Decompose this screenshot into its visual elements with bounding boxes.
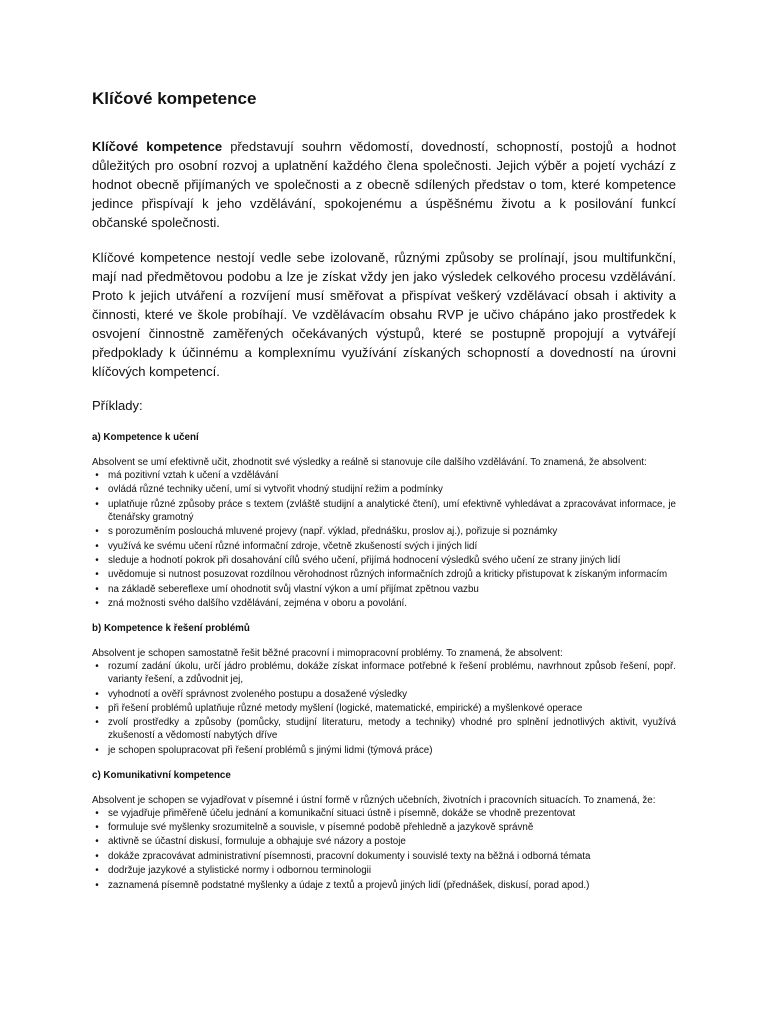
bullet-icon: •	[95, 470, 99, 481]
bullet-icon: •	[95, 526, 99, 538]
section-intro: Absolvent je schopen se vyjadřovat v písemné i ústní formě v různých učebních, životních i pracovních situacích. To znamená, že:	[92, 794, 656, 806]
list-item-text: dokáže zpracovávat administrativní písemnosti, pracovní dokumenty i souvislé texty na běžná i odborná témata	[108, 850, 591, 862]
list-item-text: uplatňuje různé způsoby práce s textem (zvláště studijní a analytické čtení), umí efektivně vyhledávat a zpracovávat informace, je čtenářsky gramotný	[108, 498, 676, 523]
list-item	[92, 483, 676, 496]
list-item	[92, 540, 676, 553]
list-item	[92, 744, 676, 757]
intro-term: Klíčové kompetence	[92, 139, 223, 154]
list-item-text: sleduje a hodnotí pokrok při dosahování cílů svého učení, přijímá hodnocení výsledků svého učení ze strany jiných lidí	[108, 554, 621, 566]
list-item-text: zaznamená písemně podstatné myšlenky a údaje z textů a projevů jiných lidí (přednášek, diskusí, porad apod.)	[108, 879, 590, 891]
list-item-text: je schopen spolupracovat při řešení problémů s jinými lidmi (týmová práce)	[108, 744, 433, 756]
list-item-text: rozumí zadání úkolu, určí jádro problému, dokáže získat informace potřebné k řešení problému, navrhnout způsob řešení, popř. varianty řešení, a zdůvodnit jej,	[108, 661, 676, 686]
list-item-text: na základě sebereflexe umí ohodnotit svůj vlastní výkon a umí přijímat zpětnou vazbu	[108, 583, 479, 595]
list-item-text: vyhodnotí a ověří správnost zvoleného postupu a dosažené výsledky	[108, 688, 407, 700]
list-item	[92, 850, 676, 863]
bullet-icon: •	[95, 822, 99, 834]
section-title: b) Kompetence k řešení problémů	[92, 623, 250, 635]
list-item	[92, 807, 676, 820]
intro-paragraph-1	[92, 137, 676, 232]
bullet-icon: •	[95, 807, 99, 819]
bullet-icon: •	[95, 569, 99, 581]
list-item	[92, 525, 676, 538]
bullet-icon: •	[95, 661, 99, 673]
list-item	[92, 554, 676, 567]
bullet-icon: •	[95, 484, 99, 496]
competence-section	[92, 769, 676, 892]
list-item	[92, 498, 676, 524]
bullet-icon: •	[95, 717, 99, 729]
bullet-icon: •	[95, 744, 99, 756]
bullet-icon: •	[95, 865, 99, 877]
bullet-icon: •	[95, 879, 99, 891]
bullet-icon: •	[95, 688, 99, 700]
bullet-icon: •	[95, 554, 99, 566]
list-item	[92, 716, 676, 742]
bullet-icon: •	[95, 836, 99, 848]
list-item-text: se vyjadřuje přiměřeně účelu jednání a komunikační situaci ústně i písemně, dokáže se vhodně prezentovat	[108, 807, 576, 819]
list-item	[92, 597, 676, 610]
list-item-text: uvědomuje si nutnost posuzovat rozdílnou věrohodnost různých informačních zdrojů a kriticky přistupovat k získaným informacím	[108, 569, 668, 581]
list-item	[92, 469, 676, 482]
bullet-icon: •	[95, 583, 99, 595]
list-item	[92, 879, 676, 892]
list-item	[92, 835, 676, 848]
bullet-icon: •	[95, 702, 99, 714]
list-item	[92, 568, 676, 581]
list-item-text: zná možnosti svého dalšího vzdělávání, zejména v oboru a povolání.	[108, 598, 407, 610]
intro-paragraph-1-text: představují souhrn vědomostí, dovedností, schopností, postojů a hodnot důležitých pro osobní rozvoj a uplatnění každého člena společnosti. Jejich výběr a pojetí vychází z hodnot obecně přijímaných ve společnosti a z obecně sdílených představ o tom, které kompetence jedince přispívají k jeho vzdělávání, spokojenému a úspěšnému životu a k posilování funkcí občanské společnosti.	[92, 139, 677, 230]
list-item-text: využívá ke svému učení různé informační zdroje, včetně zkušeností svých i jiných lidí	[108, 540, 478, 552]
bullet-list	[92, 469, 676, 610]
section-intro: Absolvent se umí efektivně učit, zhodnotit své výsledky a reálně si stanovuje cíle dalšího vzdělávání. To znamená, že absolvent:	[92, 457, 647, 468]
list-item-text: ovládá různé techniky učení, umí si vytvořit vhodný studijní režim a podmínky	[108, 484, 443, 496]
list-item-text: s porozuměním poslouchá mluvené projevy (např. výklad, přednášku, proslov aj.), pořizuje si poznámky	[108, 526, 558, 538]
bullet-list	[92, 807, 676, 892]
bullet-icon: •	[95, 598, 99, 610]
examples-label: Příklady:	[92, 398, 143, 413]
bullet-list	[92, 660, 676, 757]
competence-section	[92, 622, 676, 757]
list-item	[92, 583, 676, 596]
competence-sections	[92, 431, 676, 892]
list-item	[92, 821, 676, 834]
list-item	[92, 702, 676, 715]
section-intro: Absolvent je schopen samostatně řešit běžné pracovní i mimopracovní problémy. To znamená, že absolvent:	[92, 648, 563, 660]
list-item-text: dodržuje jazykové a stylistické normy i odbornou terminologii	[108, 865, 372, 877]
list-item	[92, 864, 676, 877]
list-item-text: aktivně se účastní diskusí, formuluje a obhajuje své názory a postoje	[108, 836, 406, 848]
list-item	[92, 688, 676, 701]
list-item-text: formuluje své myšlenky srozumitelně a souvisle, v písemné podobě přehledně a jazykově správně	[108, 822, 534, 834]
list-item	[92, 660, 676, 686]
bullet-icon: •	[95, 540, 99, 552]
page-title: Klíčové kompetence	[92, 89, 257, 108]
bullet-icon: •	[95, 498, 99, 510]
list-item-text: zvolí prostředky a způsoby (pomůcky, studijní literaturu, metody a techniky) vhodné pro splnění jednotlivých aktivit, využívá zkušeností a vědomostí nabytých dříve	[108, 717, 676, 742]
competence-section	[92, 431, 676, 610]
intro-paragraph-2: Klíčové kompetence nestojí vedle sebe izolovaně, různými způsoby se prolínají, jsou multifunkční, mají nad předmětovou podobu a lze je získat vždy jen jako výsledek celkového procesu vzdělávání. Proto k jejich utváření a rozvíjení musí směřovat a přispívat veškerý vzdělávací obsah i aktivity a činnosti, které ve škole probíhají. Ve vzdělávacím obsahu RVP je učivo chápáno jako prostředek k osvojení činnostně zaměřených očekávaných výstupů, které se postupně propojují a vytvářejí předpoklady k účinnému a komplexnímu využívání získaných schopností a dovedností na úrovni klíčových kompetencí.	[92, 250, 676, 379]
section-title: a) Kompetence k učení	[92, 432, 199, 443]
bullet-icon: •	[95, 850, 99, 862]
list-item-text: při řešení problémů uplatňuje různé metody myšlení (logické, matematické, empirické) a myšlenkové operace	[108, 702, 583, 714]
section-title: c) Komunikativní kompetence	[92, 769, 231, 781]
list-item-text: má pozitivní vztah k učení a vzdělávání	[108, 470, 279, 481]
